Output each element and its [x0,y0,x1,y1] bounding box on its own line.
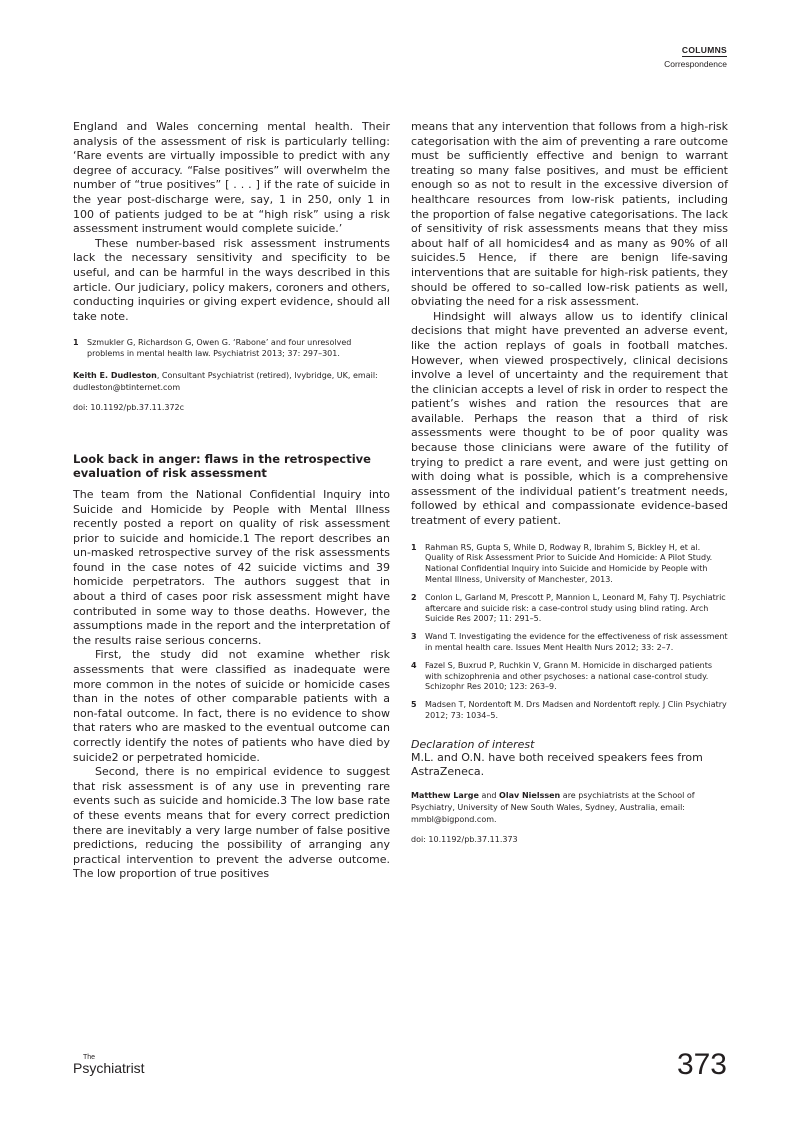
reference-number: 1 [411,542,417,552]
reference-text: Wand T. Investigating the evidence for the effectiveness of risk assessment in mental health care. Issues Ment Health Nurs 2012; 33: 2–7. [425,632,728,652]
paragraph: England and Wales concerning mental health. Their analysis of the assessment of risk is particularly telling: ‘Rare events are virtually impossible to predict with any degree of accuracy. “False positives” will overwhelm the number of “true positives” [ . . . ] if the rate of suicide in the year post-discharge were, say, 1 in 250, only 1 in 100 of patients judged to be at “high risk” using a risk assessment instrument would complete suicide.’ [73,120,390,236]
reference-list [411,543,728,722]
author-note [411,790,728,826]
reference-text: Conlon L, Garland M, Prescott P, Mannion L, Leonard M, Fahy TJ. Psychiatric aftercare and suicide risk: a case-control study using blind rating. Arch Suicide Res 2007; 11: 291–5. [425,592,726,624]
paragraph: First, the study did not examine whether risk assessments that were classified as inadequate were more common in the notes of suicide or homicide cases than in the notes of other comparable patients with a non-fatal outcome. In fact, there is no evidence to show that raters who are masked to the eventual outcome can correctly identify the notes of patients who have died by suicide2 or perpetrated homicide. [73,648,390,764]
author-name: Keith E. Dudleston [73,370,157,380]
page-number: 373 [676,1048,727,1081]
reference-text: Szmukler G, Richardson G, Owen G. ‘Rabone’ and four unresolved problems in mental health law. Psychiatrist 2013; 37: 297–301. [87,338,352,359]
doi: doi: 10.1192/pb.37.11.373 [411,834,518,844]
reference-item [73,338,390,360]
reference-item [411,661,728,693]
journal-logo [73,1054,145,1075]
right-column [411,120,728,844]
paragraph: means that any intervention that follows from a high-risk categorisation with the aim of preventing a rare outcome must be sufficiently effective and benign to warrant treating so many false positives, and must be efficient enough so as not to result in the excessive diversion of healthcare resources from low-risk patients, including the proportion of false negative categorisations. The lack of sensitivity of risk assessments means that they miss about half of all homicides4 and as many as 90% of all suicides.5 Hence, if there are benign life-saving interventions that are suitable for high-risk patients, they should be offered to so-called low-risk patients as well, obviating the need for a risk assessment. [411,120,728,309]
reference-item [411,543,728,586]
reference-number: 4 [411,660,417,670]
author-name: Matthew Large [411,790,479,800]
reference-item [411,700,728,722]
letter-title: Look back in anger: flaws in the retrospective evaluation of risk assessment [73,451,371,480]
reference-text: Fazel S, Buxrud P, Ruchkin V, Grann M. Homicide in discharged patients with schizophrenia and other psychoses: a national case-control study. Schizophr Res 2010; 123: 263–9. [425,660,713,692]
left-column [73,120,390,882]
author-affiliation: are psychiatrists at the School of Psychiatry, University of New South Wales, Sydney, Australia, email: mmbl@bigpond.com. [411,790,695,824]
reference-text: Madsen T, Nordentoft M. Drs Madsen and Nordentoft reply. J Clin Psychiatry 2012; 73: 1034–5. [425,700,727,720]
paragraph: These number-based risk assessment instruments lack the necessary sensitivity and specificity to be useful, and can be harmful in the ways described in this article. Our judiciary, policy makers, coroners and others, conducting inquiries or giving expert evidence, should all take note. [73,236,390,323]
reference-number: 5 [411,700,417,710]
doi: doi: 10.1192/pb.37.11.372c [73,402,185,412]
subsection-label: Correspondence [664,59,727,69]
author-name: Olav Nielssen [499,790,561,800]
author-affiliation: , Consultant Psychiatrist (retired), Ivybridge, UK, email: dudleston@btinternet.com [73,370,378,392]
author-note [73,370,390,394]
author-conjunction: and [478,790,500,800]
paragraph: Second, there is no empirical evidence to suggest that risk assessment is of any use in preventing rare events such as suicide and homicide.3 The low base rate of these events means that for every correct prediction there are inevitably a very large number of false positive predictions, reducing the possibility of arranging any practical intervention to prevent the adverse outcome. The low proportion of true positives [73,765,390,881]
logo-text: Psychiatrist [73,1060,145,1076]
section-label: COLUMNS [681,45,727,55]
reference-number: 3 [411,632,417,642]
logo-small-text: The [83,1054,96,1061]
reference-number: 2 [411,592,417,602]
declaration-title: Declaration of interest [411,737,535,751]
reference-list [73,338,390,360]
running-header [664,38,727,69]
paragraph: The team from the National Confidential Inquiry into Suicide and Homicide by People with Mental Illness recently posted a report on quality of risk assessment prior to suicide and homicide.1 The report describes an un-masked retrospective survey of the risk assessments found in the case notes of 42 suicide victims and 39 homicide perpetrators. The authors suggest that in about a third of cases poor risk assessment might have contributed in some way to those deaths. However, the assumptions made in the report and the interpretation of the results raise serious concerns. [73,487,390,647]
reference-item [411,632,728,654]
reference-number: 1 [73,338,79,348]
paragraph: Hindsight will always allow us to identify clinical decisions that might have prevented an adverse event, like the action replays of goals in football matches. However, when viewed prospectively, clinical decisions involve a level of uncertainty and the requirement that the clinician accepts a level of risk in order to respect the patient’s wishes and ration the resources that are available. Perhaps the reason that a third of risk assessments were thought to be of poor quality was because those clinicians were aware of the futility of trying to predict a rare event, and were just getting on with doing what is possible, which is a comprehensive assessment of the individual patient’s treatment needs, followed by ethical and compassionate evidence-based treatment of every patient. [411,309,728,528]
reference-item [411,593,728,625]
declaration-text: M.L. and O.N. have both received speakers fees from AstraZeneca. [411,750,703,779]
reference-text: Rahman RS, Gupta S, While D, Rodway R, Ibrahim S, Bickley H, et al. Quality of Risk Assessment Prior to Suicide And Homicide: A Pilot Study. National Confidential Inquiry into Suicide and Homicide by People with Mental Illness, University of Manchester, 2013. [425,542,713,585]
